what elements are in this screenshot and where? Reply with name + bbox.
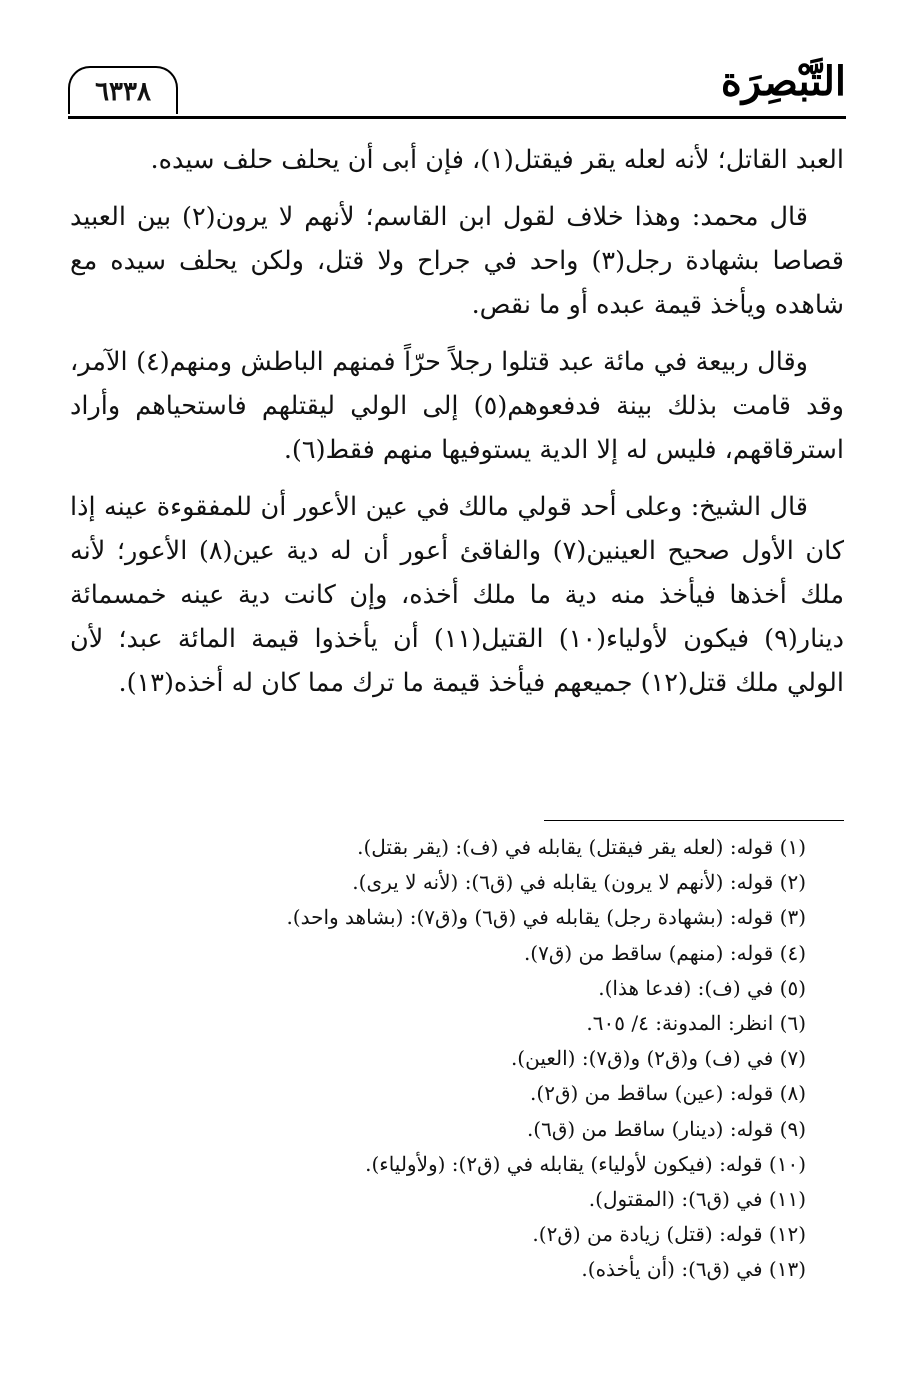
- paragraph: العبد القاتل؛ لأنه لعله يقر فيقتل(١)، فإن أبى أن يحلف حلف سيده.: [150, 145, 844, 175]
- footnote: (١٢) قوله: (قتل) زيادة من (ق٢).: [532, 1222, 806, 1247]
- footnote: (٣) قوله: (بشهادة رجل) يقابله في (ق٦) و(ق٧): (بشاهد واحد).: [286, 905, 806, 930]
- footnote: (٧) في (ف) و(ق٢) و(ق٧): (العين).: [510, 1046, 806, 1071]
- footnote: (٥) في (ف): (فدعا هذا).: [598, 975, 806, 1000]
- footnote: (١) قوله: (لعله يقر فيقتل) يقابله في (ف): (يقر بقتل).: [357, 835, 806, 859]
- main-text: [70, 138, 844, 718]
- footnote: (٩) قوله: (دينار) ساقط من (ق٦).: [526, 1116, 806, 1141]
- paragraph: وقال ربيعة في مائة عبد قتلوا رجلاً حرّاً فمنهم الباطش ومنهم(٤) الآمر، وقد قامت بذلك بينة فدفعوهم(٥) إلى الولي ليقتلهم فاستحياهم وأراد استرقاقهم، فليس له إلا الدية يستوفيها منهم فقط(٦).: [70, 347, 844, 465]
- paragraph: قال محمد: وهذا خلاف لقول ابن القاسم؛ لأنهم لا يرون(٢) بين العبيد قصاصا بشهادة رجل(٣) واحد في جراح ولا قتل، ولكن يحلف سيده مع شاهده ويأخذ قيمة عبده أو ما نقص.: [70, 202, 844, 320]
- running-title: التَّبْصِرَة: [720, 58, 846, 105]
- footnote: (١٠) قوله: (فيكون لأولياء) يقابله في (ق٢): (ولأولياء).: [365, 1151, 806, 1176]
- footnote: (٢) قوله: (لأنهم لا يرون) يقابله في (ق٦): (لأنه لا يرى).: [352, 870, 806, 895]
- paragraph: قال الشيخ: وعلى أحد قولي مالك في عين الأعور أن للمفقوءة عينه إذا كان الأول صحيح العينين(٧) والفاقئ أعور أن له دية عين(٨) الأعور؛ لأنه ملك أخذها فيأخذ منه دية ما ملك أخذه، وإن كانت دية عينه خمسمائة دينار(٩) فيكون لأولياء(١٠) القتيل(١١) أن يأخذوا قيمة المائة عبد؛ لأن الولي ملك قتل(١٢) جميعهم فيأخذ قيمة ما ترك مما كان له أخذه(١٣).: [70, 492, 844, 698]
- footnote: (٨) قوله: (عين) ساقط من (ق٢).: [530, 1081, 806, 1106]
- footnotes-list: [70, 830, 806, 1288]
- footnote: (٤) قوله: (منهم) ساقط من (ق٧).: [523, 940, 806, 965]
- footnote: (١٣) في (ق٦): (أن يأخذه).: [581, 1257, 806, 1282]
- footnote: (١١) في (ق٦): (المقتول).: [588, 1187, 806, 1212]
- page-number: ٦٣٣٨: [68, 66, 178, 114]
- header-rule: [68, 116, 846, 119]
- footnote: (٦) انظر: المدونة: ٤/ ٦٠٥.: [586, 1011, 806, 1036]
- page-header: [68, 52, 846, 122]
- footnote-separator: [544, 820, 844, 821]
